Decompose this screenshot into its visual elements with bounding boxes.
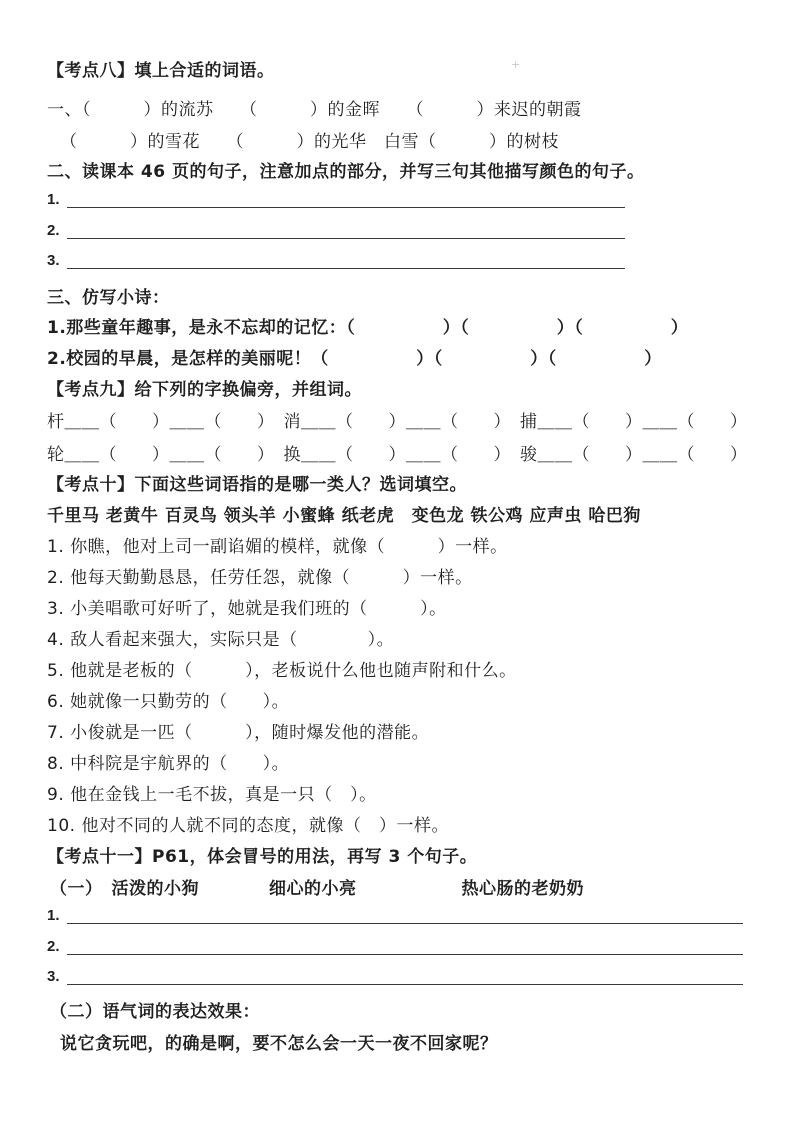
section11-example-sentence: 说它贪玩吧，的确是啊，要不怎么会一天一夜不回家呢？ — [60, 1034, 498, 1054]
section10-item: 1. 你瞧，他对上司一副谄媚的模样，就像（ ）一样。 — [47, 537, 508, 557]
section10-item: 2. 他每天勤勤恳恳，任劳任怨，就像（ ）一样。 — [47, 568, 473, 588]
print-artifact-mark: + — [511, 58, 521, 71]
answer-line-row — [47, 192, 625, 208]
answer-line-row — [47, 969, 743, 985]
answer-line-row — [47, 223, 625, 239]
answer-line-row — [47, 939, 743, 955]
answer-line-number: 3. — [47, 252, 60, 269]
answer-underline — [67, 939, 743, 955]
section10-item: 9. 他在金钱上一毛不拔，真是一只（ ）。 — [47, 785, 377, 805]
section10-item: 3. 小美唱歌可好听了，她就是我们班的（ ）。 — [47, 599, 447, 619]
poem-imitation-line1: 1.那些童年趣事，是永不忘却的记忆：（ ）（ ）（ ） — [47, 318, 689, 338]
section10-heading: 【考点十】下面这些词语指的是哪一类人？选词填空。 — [47, 475, 467, 495]
answer-line-row — [47, 908, 743, 924]
section10-item: 8. 中科院是宇航界的（ ）。 — [47, 754, 290, 774]
section9-radical-row2: 轮＿＿（ ）＿＿（ ） 换＿＿（ ）＿＿（ ） 骏＿＿（ ）＿＿（ ） — [47, 445, 748, 465]
section9-radical-row1: 杆＿＿（ ）＿＿（ ） 消＿＿（ ）＿＿（ ） 捕＿＿（ ）＿＿（ ） — [47, 412, 748, 432]
answer-line-row — [47, 253, 625, 269]
answer-underline — [67, 192, 625, 208]
answer-underline — [67, 253, 625, 269]
section8-heading: 【考点八】填上合适的词语。 — [47, 61, 275, 81]
answer-underline — [67, 969, 743, 985]
answer-line-number: 1. — [47, 907, 60, 924]
section11-heading: 【考点十一】P61，体会冒号的用法，再写 3 个句子。 — [47, 847, 478, 867]
answer-line-number: 2. — [47, 222, 60, 239]
section10-item: 6. 她就像一只勤劳的（ ）。 — [47, 692, 290, 712]
section11-group2-label: （二）语气词的表达效果： — [50, 1002, 260, 1022]
section10-item: 7. 小俊就是一匹（ ），随时爆发他的潜能。 — [47, 723, 430, 743]
answer-line-number: 2. — [47, 938, 60, 955]
answer-line-number: 1. — [47, 191, 60, 208]
section10-wordbank: 千里马 老黄牛 百灵鸟 领头羊 小蜜蜂 纸老虎 变色龙 铁公鸡 应声虫 哈巴狗 — [47, 506, 641, 526]
section9-heading: 【考点九】给下列的字换偏旁，并组词。 — [47, 380, 362, 400]
poem-imitation-line2: 2.校园的早晨，是怎样的美丽呢！（ ）（ ）（ ） — [47, 349, 662, 369]
section10-item: 4. 敌人看起来强大，实际只是（ ）。 — [47, 630, 395, 650]
section11-group1-label: （一） 活泼的小狗 细心的小亮 热心肠的老奶奶 — [50, 879, 584, 899]
section8-fill-row2: （ ）的雪花 （ ）的光华 白雪（ ）的树枝 — [60, 132, 559, 152]
section10-item: 5. 他就是老板的（ ），老板说什么他也随声附和什么。 — [47, 661, 517, 681]
section8-part3-heading: 三、仿写小诗： — [47, 288, 170, 308]
answer-line-number: 3. — [47, 968, 60, 985]
answer-underline — [67, 908, 743, 924]
section8-fill-row1: 一、（ ）的流苏 （ ）的金晖 （ ）来迟的朝霞 — [47, 100, 582, 120]
section8-part2-heading: 二、读课本 46 页的句子，注意加点的部分，并写三句其他描写颜色的句子。 — [47, 162, 645, 182]
section10-item: 10. 他对不同的人就不同的态度，就像（ ）一样。 — [47, 816, 449, 836]
answer-underline — [67, 223, 625, 239]
